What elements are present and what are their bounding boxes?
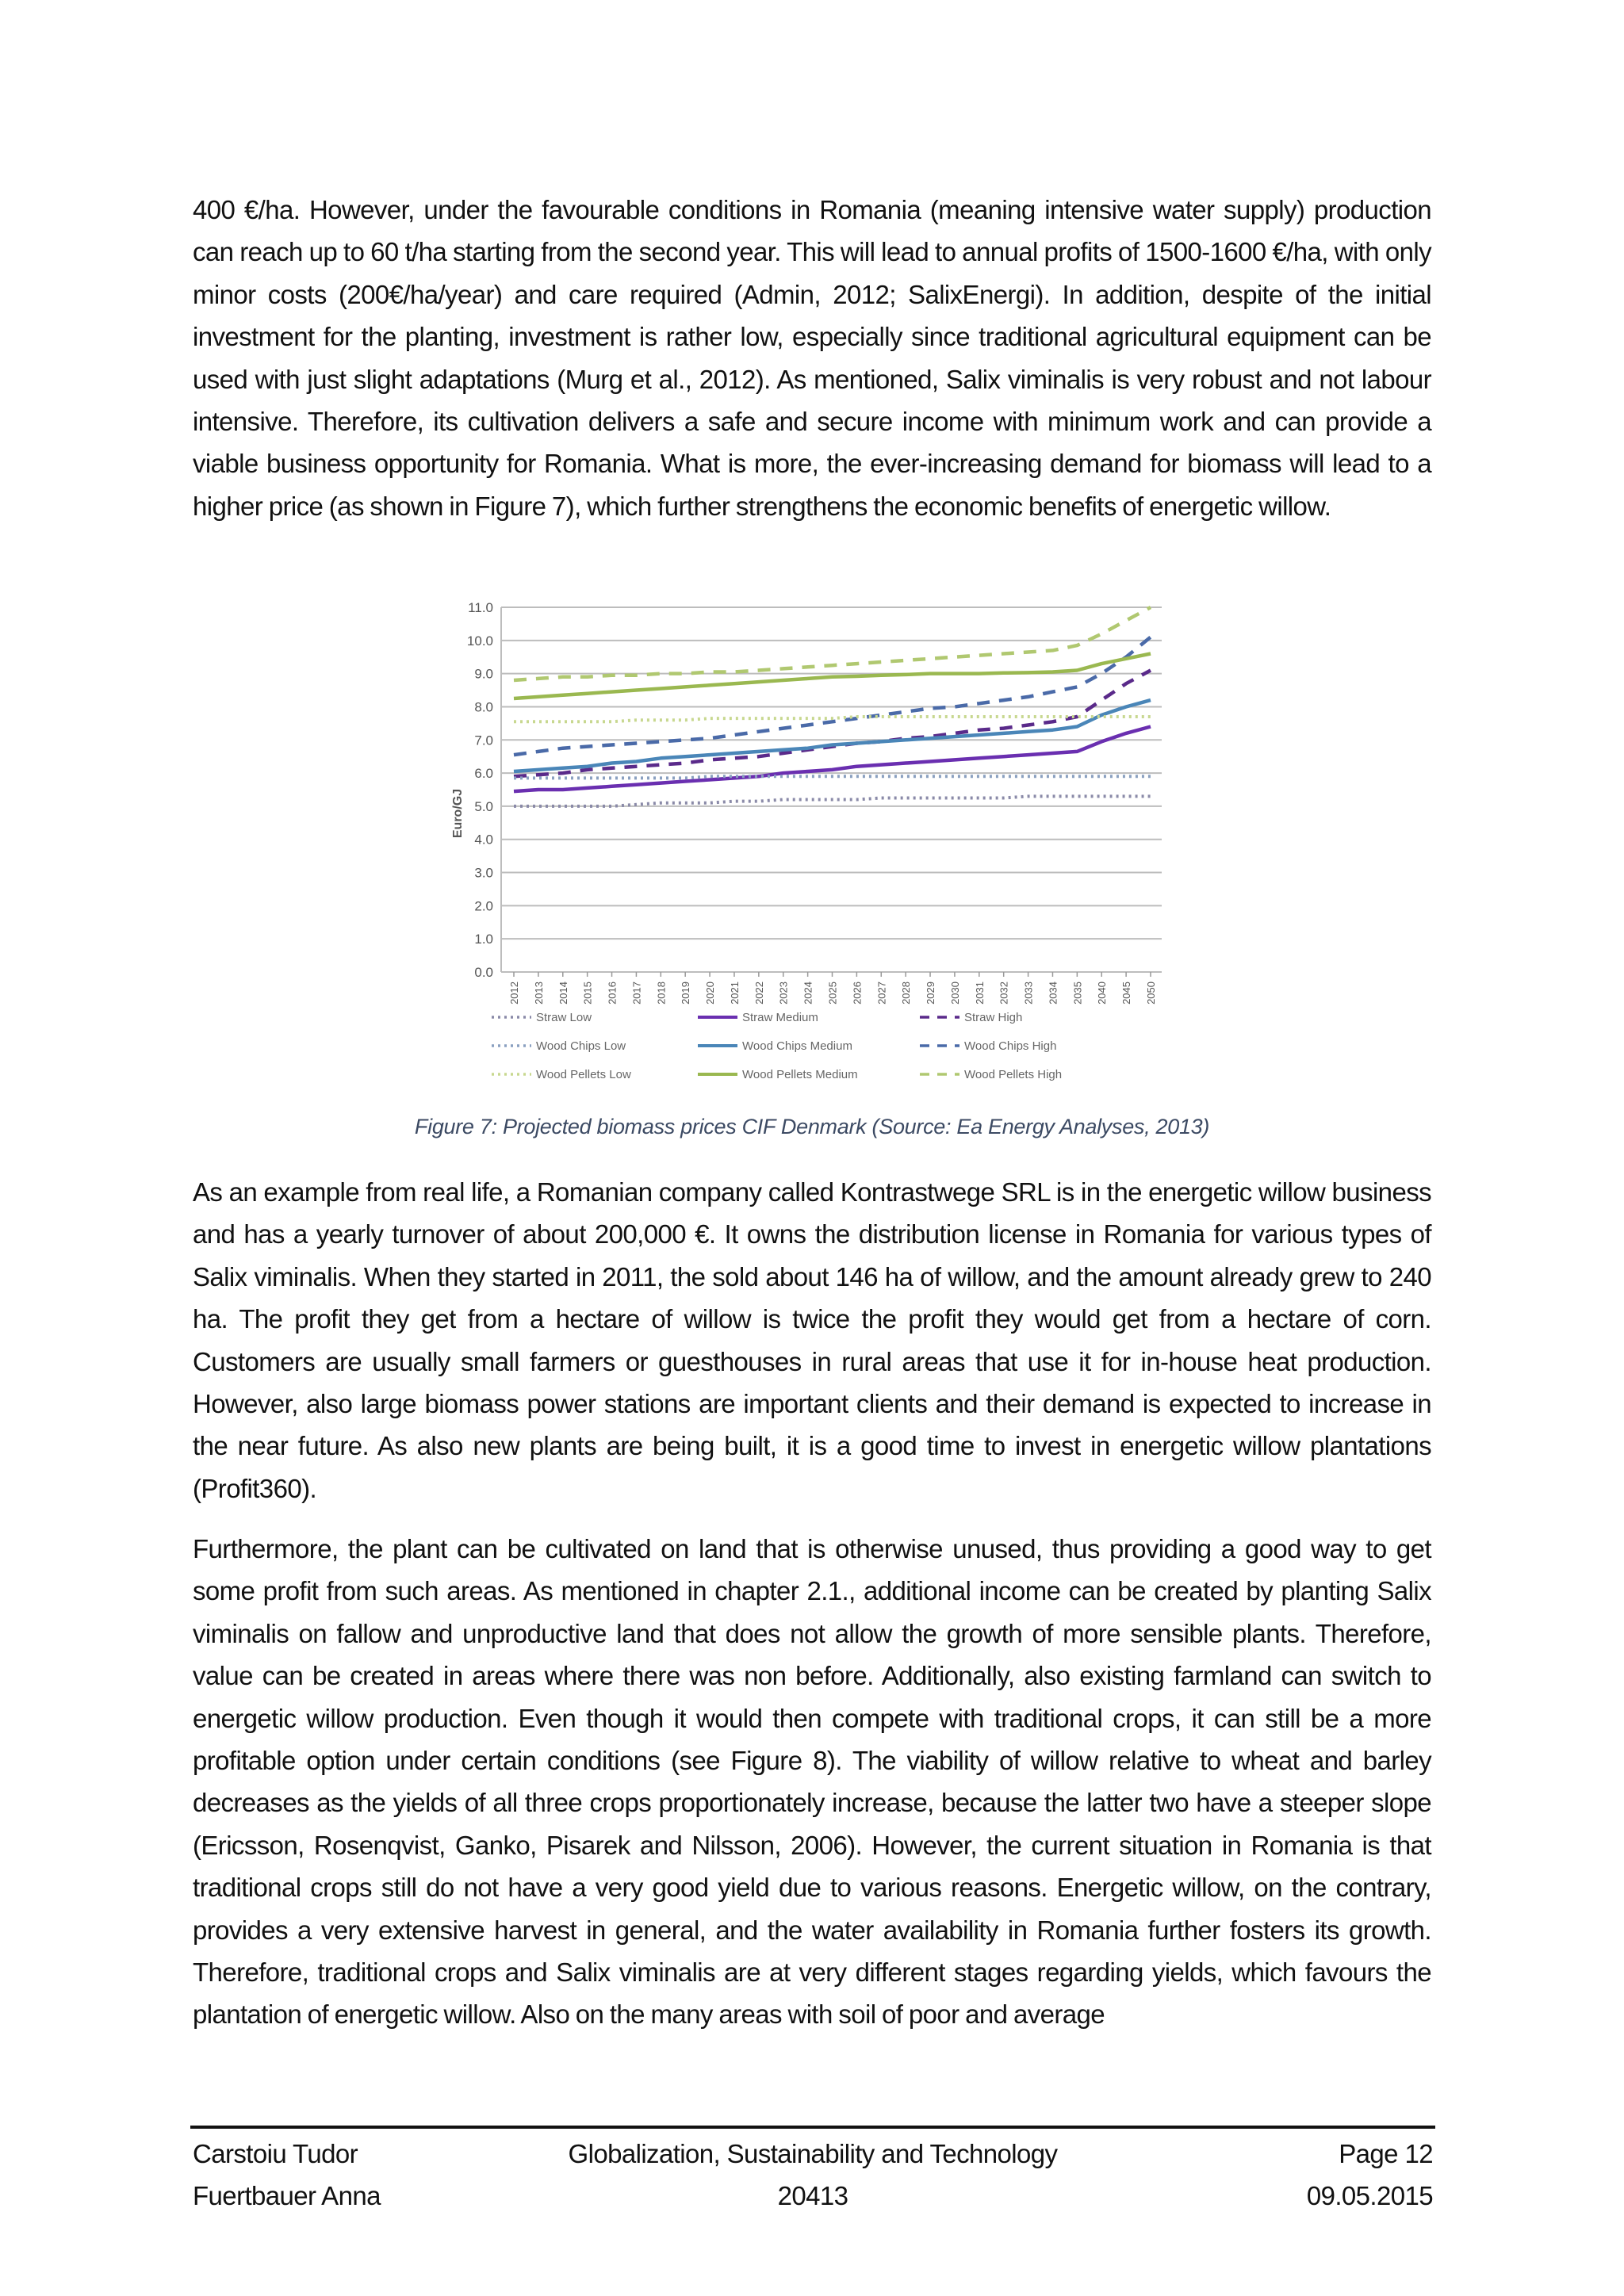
footer-author-1: Carstoiu Tudor: [193, 2139, 358, 2168]
y-tick-label: 10.0: [466, 633, 493, 649]
x-tick-label: 2031: [973, 982, 986, 1004]
x-tick-label: 2017: [630, 982, 643, 1004]
x-tick-label: 2034: [1047, 982, 1059, 1004]
y-tick-label: 8.0: [474, 699, 493, 715]
x-tick-label: 2026: [851, 982, 864, 1004]
y-tick-label: 3.0: [474, 865, 493, 881]
x-tick-label: 2014: [557, 982, 569, 1004]
x-tick-label: 2035: [1071, 982, 1084, 1004]
y-tick-label: 11.0: [468, 600, 493, 615]
x-tick-label: 2023: [777, 982, 790, 1004]
x-tick-label: 2030: [948, 982, 961, 1004]
footer-page-number: Page 12: [1339, 2139, 1433, 2168]
figure-7-biomass-price-chart: [444, 587, 1174, 1094]
legend-label: Wood Pellets High: [964, 1068, 1063, 1081]
x-tick-label: 2024: [802, 982, 814, 1004]
y-tick-label: 9.0: [474, 666, 493, 682]
footer-course-code: 20413: [777, 2181, 848, 2210]
footer-author-2: Fuertbauer Anna: [193, 2181, 381, 2210]
x-tick-label: 2032: [998, 982, 1010, 1004]
x-tick-label: 2045: [1120, 982, 1133, 1004]
x-tick-label: 2022: [753, 982, 765, 1004]
x-tick-label: 2013: [532, 982, 545, 1004]
paragraph-biomass-profits: 400 €/ha. However, under the favourable conditions in Romania (meaning intensive water supply) production can reach up to 60 t/ha starting from the second year. This will lead to annual profits of 1500-1600 €/ha, with only minor costs (200€/ha/year) and care required (Admin, 2012; SalixEnergi). In addition, despite of the initial investment for the planting, investment is rather low, especially since traditional agricultural equipment can be used with just slight adaptations (Murg et al., 2012). As mentioned, Salix viminalis is very robust and not labour intensive. Therefore, its cultivation delivers a safe and secure income with minimum work and can provide a viable business opportunity for Romania. What is more, the ever-increasing demand for biomass will lead to a higher price (as shown in Figure 7), which further strengthens the economic benefits of energetic willow.: [193, 195, 1431, 521]
series-wood-chips-low: [514, 776, 1151, 778]
series-wood-pellets-high: [514, 607, 1151, 680]
x-tick-label: 2033: [1022, 982, 1035, 1004]
y-tick-label: 4.0: [474, 832, 493, 848]
legend-label: Straw High: [964, 1011, 1023, 1024]
footer-course: [193, 2133, 1433, 2217]
x-tick-label: 2027: [875, 982, 888, 1004]
legend-label: Straw Medium: [742, 1011, 818, 1024]
footer-course-title: Globalization, Sustainability and Technology: [568, 2139, 1058, 2168]
y-tick-label: 6.0: [474, 766, 493, 782]
legend-label: Straw Low: [536, 1011, 592, 1024]
x-tick-label: 2025: [826, 982, 839, 1004]
series-wood-chips-medium: [514, 700, 1151, 771]
y-tick-label: 5.0: [474, 798, 493, 814]
footer-page-info: [1307, 2133, 1433, 2217]
legend-label: Wood Pellets Low: [536, 1068, 631, 1081]
x-tick-label: 2012: [508, 982, 520, 1004]
x-tick-label: 2019: [680, 982, 692, 1004]
footer-divider: [190, 2126, 1435, 2129]
y-tick-label: 0.0: [474, 965, 493, 980]
paragraph-kontrastwege-example: As an example from real life, a Romanian company called Kontrastwege SRL is in the energetic willow business and has a yearly turnover of about 200,000 €. It owns the distribution license in Romania for various types of Salix viminalis. When they started in 2011, the sold about 146 ha of willow, and the amount already grew to 240 ha. The profit they get from a hectare of willow is twice the profit they would get from a hectare of corn. Customers are usually small farmers or guesthouses in rural areas that use it for in-house heat production. However, also large biomass power stations are important clients and their demand is expected to increase in the near future. As also new plants are being built, it is a good time to invest in energetic willow plantations (Profit360).: [193, 1177, 1431, 1503]
paragraph-unused-land: Furthermore, the plant can be cultivated on land that is otherwise unused, thus providing a good way to get some profit from such areas. As mentioned in chapter 2.1., additional income can be created by planting Salix viminalis on fallow and unproductive land that does not allow the growth of more sensible plants. Therefore, value can be created in areas where there was non before. Additionally, also existing farmland can switch to energetic willow production. Even though it would then compete with traditional crops, it can still be a more profitable option under certain conditions (see Figure 8). The viability of willow relative to wheat and barley decreases as the yields of all three crops proportionately increase, because the latter two have a steeper slope (Ericsson, Rosenqvist, Ganko, Pisarek and Nilsson, 2006). However, the current situation in Romania is that traditional crops still do not have a very good yield due to various reasons. Energetic willow, on the contrary, provides a very extensive harvest in general, and the water availability in Romania further fosters its growth. Therefore, traditional crops and Salix viminalis are at very different stages regarding yields, which favours the plantation of energetic willow. Also on the many areas with soil of poor and average: [193, 1534, 1431, 2030]
series-straw-low: [514, 796, 1151, 806]
footer-date: 09.05.2015: [1306, 2181, 1433, 2210]
x-tick-label: 2029: [925, 982, 937, 1004]
x-tick-label: 2028: [900, 982, 913, 1004]
y-tick-label: 7.0: [474, 733, 493, 748]
legend-label: Wood Chips Low: [536, 1039, 626, 1053]
y-tick-label: 1.0: [474, 932, 493, 947]
series-wood-chips-high: [514, 637, 1151, 756]
x-tick-label: 2015: [581, 982, 594, 1004]
line-chart: [444, 587, 1174, 1094]
x-tick-label: 2016: [606, 982, 619, 1004]
legend-label: Wood Chips High: [964, 1039, 1057, 1053]
x-tick-label: 2040: [1096, 982, 1109, 1004]
x-tick-label: 2020: [704, 982, 717, 1004]
x-tick-label: 2018: [655, 982, 668, 1004]
legend-label: Wood Chips Medium: [742, 1039, 852, 1053]
y-tick-label: 2.0: [474, 898, 493, 914]
series-straw-medium: [514, 727, 1151, 792]
x-tick-label: 2021: [728, 982, 741, 1004]
y-axis-label: Euro/GJ: [451, 788, 465, 839]
figure-caption: Figure 7: Projected biomass prices CIF Denmark (Source: Ea Energy Analyses, 2013): [414, 1115, 1210, 1138]
x-tick-label: 2050: [1145, 982, 1157, 1004]
legend-label: Wood Pellets Medium: [742, 1068, 858, 1081]
